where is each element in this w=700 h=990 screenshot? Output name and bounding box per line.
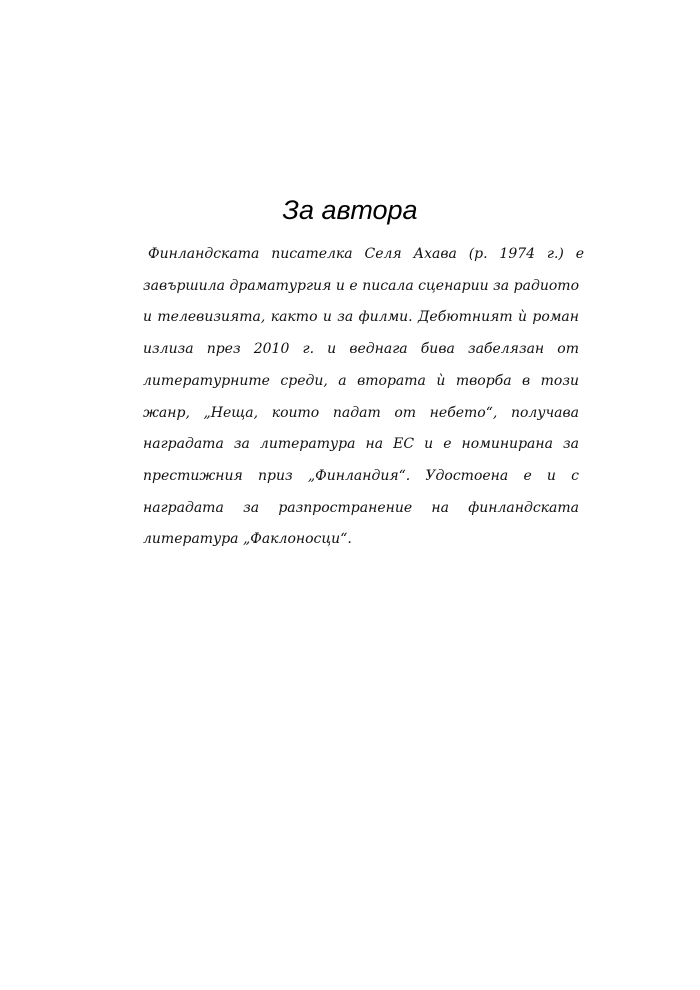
section-title: За автора (282, 195, 418, 225)
paragraph-line: и телевизията, както и за филми. Дебютният ѝ роман (143, 309, 579, 326)
paragraph-line: наградата за литература на ЕС и е номинирана за (143, 436, 579, 453)
author-bio-paragraph (143, 239, 584, 556)
paragraph-line: жанр, „Неща, които падат от небето“, получава (143, 404, 579, 421)
paragraph-line: престижния приз „Финландия“. Удостоена е и с (143, 467, 579, 484)
paragraph-line: излиза през 2010 г. и веднага бива забелязан от (143, 341, 579, 358)
paragraph-line: Финландската писателка Селя Ахава (р. 1974 г.) е (148, 246, 584, 262)
paragraph-line: завършила драматургия и е писала сценарии за радиото (143, 277, 579, 294)
paragraph-line: наградата за разпространение на финландската (143, 499, 579, 516)
paragraph-line: литература „Факлоносци“. (143, 531, 352, 548)
paragraph-line: литературните среди, а втората ѝ творба в този (143, 372, 579, 389)
